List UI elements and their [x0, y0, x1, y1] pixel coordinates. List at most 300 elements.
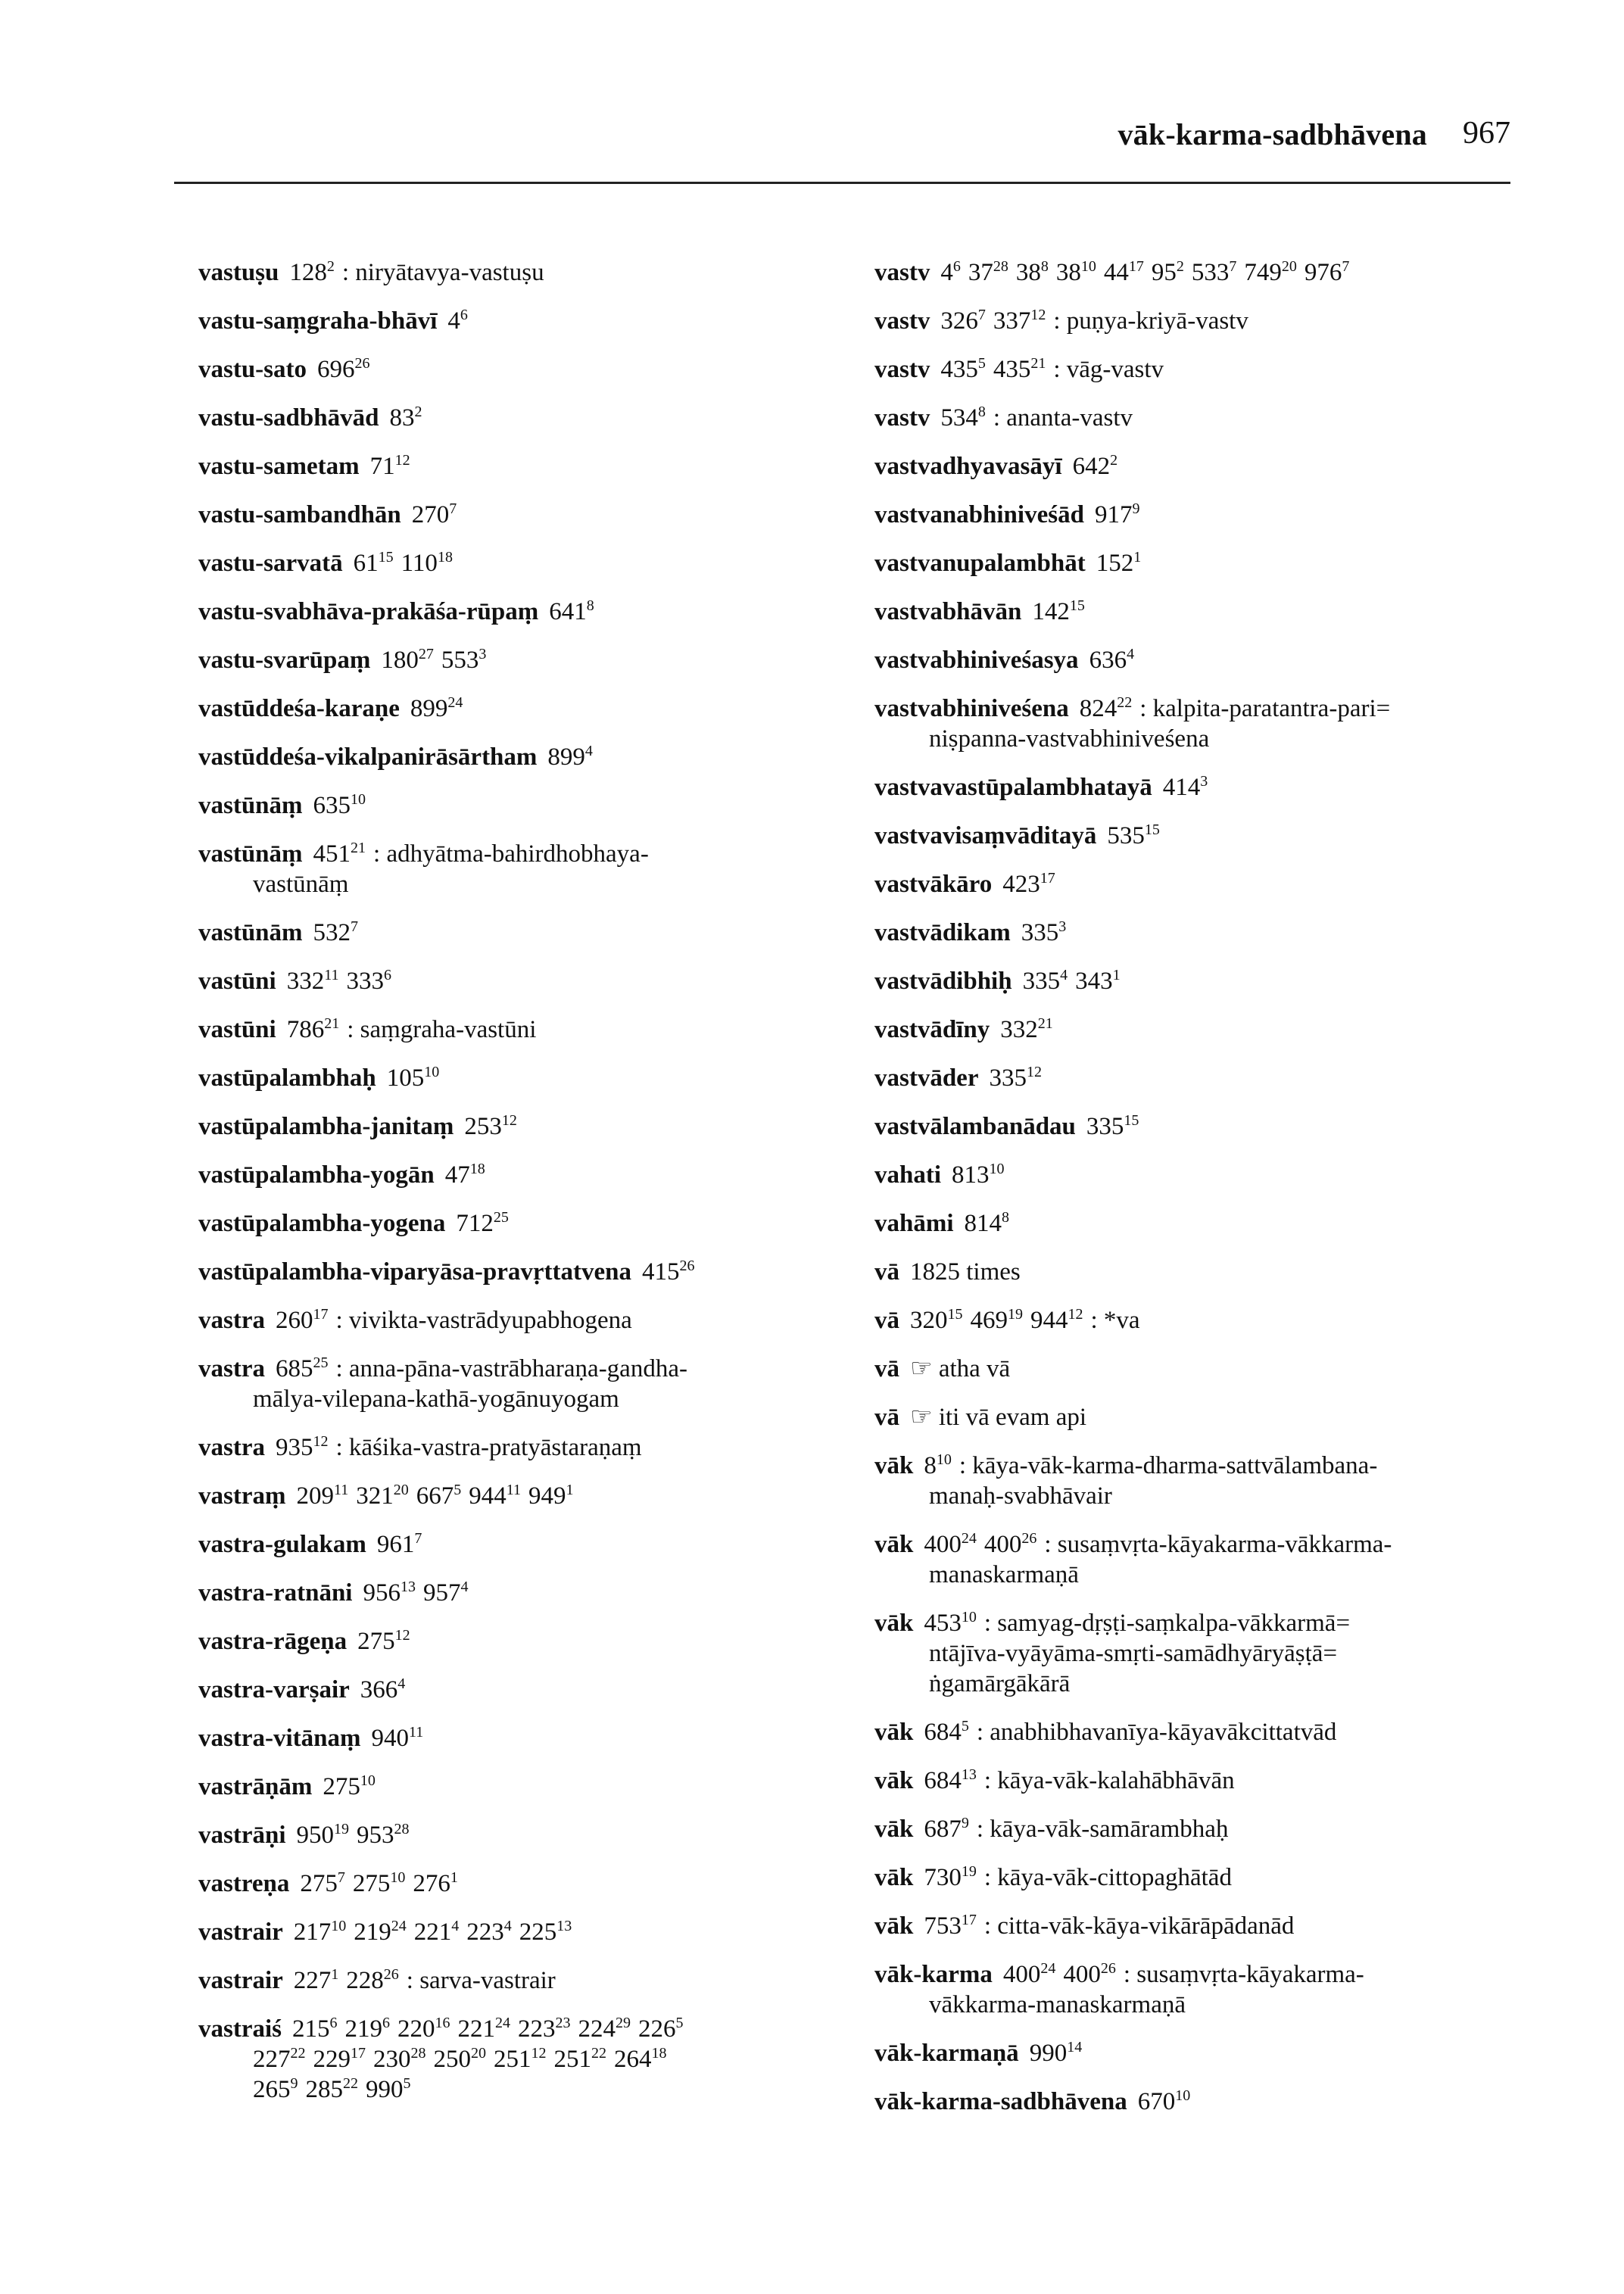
headword: vastūpalambha-viparyāsa-pravṛttatvena [198, 1258, 632, 1286]
index-entry [198, 1917, 834, 1965]
headword: vāk [874, 1719, 914, 1746]
index-entry [198, 500, 834, 548]
page-references [989, 1064, 1049, 1092]
page-references [1030, 2040, 1090, 2067]
page-reference: $533^7$ [1191, 258, 1237, 286]
index-entry [198, 354, 834, 403]
index-entry [874, 1862, 1526, 1911]
entry-note: 1825 times [910, 1258, 1021, 1286]
index-entry [198, 1063, 834, 1111]
page-reference: $641^8$ [549, 597, 594, 625]
page-references [287, 968, 399, 995]
entry-continuation: vākkarma-manaskarmaṇā [929, 1991, 1186, 2018]
index-entry [874, 306, 1526, 354]
page-reference: $917^9$ [1094, 500, 1140, 528]
index-entry [874, 1208, 1526, 1257]
page-reference: $275^{10}$ [323, 1772, 376, 1800]
page-reference: $400^{26}$ [983, 1530, 1037, 1558]
headword: vā [874, 1404, 899, 1431]
page-reference: $321^{20}$ [356, 1482, 409, 1510]
page-references [387, 1064, 447, 1092]
page-reference: $667^5$ [416, 1482, 462, 1510]
page-reference: $4^6$ [447, 307, 468, 335]
page-references [456, 1210, 516, 1237]
index-entry [198, 693, 834, 742]
page-reference: $326^7$ [940, 307, 986, 335]
headword: vastūpalambha-janitaṃ [198, 1113, 454, 1140]
entry-continuation [198, 2074, 834, 2105]
entry-note: : kāśika-vastra-pratyāstaraṇaṃ [335, 1434, 642, 1461]
index-entry [198, 2014, 834, 2123]
page-reference: $250^{20}$ [433, 2045, 486, 2073]
page-reference: $685^{25}$ [275, 1354, 329, 1382]
page-reference: $343^1$ [1075, 967, 1121, 995]
page-reference: $976^7$ [1304, 258, 1350, 286]
index-entry [874, 403, 1526, 451]
page-reference: $635^{10}$ [313, 791, 366, 819]
headword: vastraṃ [198, 1482, 286, 1510]
page-references [1086, 1113, 1147, 1140]
headword: vastu-sato [198, 356, 307, 383]
page-reference: $532^7$ [313, 918, 359, 946]
page-reference: $219^6$ [344, 2015, 390, 2043]
index-entry [198, 1820, 834, 1869]
entry-note: : kāya-vāk-cittopaghātād [983, 1864, 1232, 1891]
headword: vastra [198, 1434, 265, 1461]
page-reference: $223^4$ [466, 1918, 512, 1946]
page-reference: $264^{18}$ [614, 2045, 667, 2073]
index-entry [874, 1911, 1526, 1959]
headword: vastvādīny [874, 1016, 990, 1043]
page-reference: $270^7$ [411, 500, 457, 528]
entry-note: : vivikta-vastrādyupabhogena [335, 1307, 632, 1334]
page-reference: $435^5$ [940, 355, 986, 383]
page-references [924, 1610, 984, 1637]
index-entry [874, 1959, 1526, 2038]
page-reference: $990^{14}$ [1029, 2039, 1083, 2067]
page-references [924, 1767, 984, 1794]
index-entry [198, 1529, 834, 1578]
page-reference: $684^{13}$ [924, 1766, 977, 1794]
headword: vastvādikam [874, 919, 1011, 946]
index-entry [874, 257, 1526, 306]
index-entry [198, 1208, 834, 1257]
entry-note: ☞ atha vā [910, 1355, 1011, 1382]
headword: vahati [874, 1161, 942, 1189]
headword: vastvāder [874, 1064, 979, 1092]
page-references [323, 1773, 383, 1800]
page-reference: $332^{21}$ [1000, 1015, 1053, 1043]
index-entry [198, 1305, 834, 1354]
page-reference: $8^{10}$ [924, 1451, 952, 1479]
page-reference: $105^{10}$ [386, 1064, 440, 1092]
page-references [296, 1482, 581, 1510]
page-references [642, 1258, 703, 1286]
headword: vāk-karmaṇā [874, 2040, 1019, 2067]
page-references [1032, 598, 1093, 625]
page-reference: $219^{24}$ [354, 1918, 407, 1946]
page-references [410, 695, 471, 722]
index-entry [874, 821, 1526, 869]
page-references [1138, 2088, 1199, 2115]
headword: vāk [874, 1912, 914, 1940]
entry-note: : kalpita-paratantra-pari= [1139, 695, 1391, 722]
page-reference: $899^4$ [547, 743, 593, 771]
page-references [276, 1355, 336, 1382]
entry-note: : citta-vāk-kāya-vikārāpādanād [983, 1912, 1295, 1940]
headword: vahāmi [874, 1210, 954, 1237]
entry-continuation: ṅgamārgākārā [929, 1670, 1071, 1697]
page-references [952, 1161, 1012, 1189]
headword: vastvādibhiḥ [874, 968, 1012, 995]
headword: vāk [874, 1610, 914, 1637]
page-reference: $71^{12}$ [369, 452, 410, 480]
page-reference: $670^{10}$ [1137, 2087, 1191, 2115]
entry-note: : *va [1090, 1307, 1140, 1334]
index-entry [874, 2087, 1526, 2135]
page-reference: $110^{18}$ [401, 549, 453, 577]
index-entry [198, 403, 834, 451]
headword: vastvadhyavasāyī [874, 453, 1062, 480]
index-entry [874, 1111, 1526, 1160]
headword: vastreṇa [198, 1870, 290, 1897]
page-reference: $814^8$ [964, 1209, 1010, 1237]
page-reference: $227^1$ [293, 1966, 339, 1994]
headword: vastu-saṃgraha-bhāvī [198, 307, 438, 335]
index-entry [198, 1965, 834, 2014]
page-references [1002, 871, 1063, 898]
page-references [363, 1579, 475, 1607]
index-entry [198, 1432, 834, 1481]
page-reference: $227^{22}$ [253, 2045, 306, 2073]
page-references [354, 550, 460, 577]
page-reference: $944^{11}$ [469, 1482, 521, 1510]
headword: vastūpalambha-yogena [198, 1210, 446, 1237]
index-entry [874, 1257, 1526, 1305]
page-references [1023, 968, 1128, 995]
page-references [289, 259, 342, 286]
page-reference: $335^3$ [1021, 918, 1067, 946]
entry-note: : samyag-dṛṣṭi-saṃkalpa-vākkarmā= [983, 1610, 1351, 1637]
headword: vastvanupalambhāt [874, 550, 1086, 577]
headword: vāk [874, 1452, 914, 1479]
page-reference: $642^2$ [1072, 452, 1118, 480]
index-entry [198, 1481, 834, 1529]
page-reference: $956^{13}$ [363, 1579, 416, 1607]
page-references [294, 1967, 407, 1994]
page-references [313, 792, 374, 819]
page-reference: $687^9$ [924, 1815, 969, 1843]
entry-note: : susaṃvṛta-kāyakarma-vākkarma- [1044, 1531, 1392, 1558]
headword: vastra-gulakam [198, 1531, 366, 1558]
page-references [389, 404, 429, 432]
page-references [1000, 1016, 1061, 1043]
index-entry [874, 1766, 1526, 1814]
index-entry [198, 1626, 834, 1675]
entry-note: : kāya-vāk-kalahābhāvān [983, 1767, 1235, 1794]
index-entry [874, 451, 1526, 500]
headword: vastūnāṃ [198, 792, 303, 819]
page-reference: $223^{23}$ [518, 2015, 571, 2043]
entry-note: : adhyātma-bahirdhobhaya- [373, 840, 649, 868]
page-reference: $38^8$ [1015, 258, 1049, 286]
page-reference: $275^7$ [300, 1869, 345, 1897]
entry-continuation: ntājīva-vyāyāma-smṛti-samādhyāryāṣṭā= [929, 1640, 1338, 1667]
index-entry [198, 1257, 834, 1305]
page-reference: $753^{17}$ [924, 1912, 977, 1940]
page-reference: $899^{24}$ [410, 694, 463, 722]
page-reference: $335^{15}$ [1086, 1112, 1139, 1140]
headword: vastu-svarūpaṃ [198, 647, 371, 674]
index-entry [198, 966, 834, 1015]
headword: vastrāṇām [198, 1773, 313, 1800]
headword: vā [874, 1258, 899, 1286]
page-references [313, 840, 374, 868]
index-entry [874, 693, 1526, 772]
headword: vastūddeśa-karaṇe [198, 695, 400, 722]
page-reference: $400^{24}$ [1002, 1960, 1056, 1988]
headword: vastu-svabhāva-prakāśa-rūpaṃ [198, 598, 539, 625]
headword: vastraiś [198, 2015, 282, 2043]
page-reference: $180^{27}$ [381, 646, 434, 674]
page-reference: $38^{10}$ [1055, 258, 1096, 286]
entry-note: : saṃgraha-vastūni [347, 1016, 537, 1043]
entry-note: : vāg-vastv [1053, 356, 1164, 383]
page-references [1095, 501, 1148, 528]
index-entry [874, 354, 1526, 403]
headword: vastūni [198, 1016, 276, 1043]
headword: vastrair [198, 1918, 283, 1946]
page-reference: $684^5$ [924, 1718, 969, 1746]
headword: vastvākāro [874, 871, 993, 898]
index-entry [198, 1723, 834, 1772]
page-references [292, 2015, 691, 2043]
page-reference: $534^8$ [940, 404, 986, 432]
headword: vāk [874, 1816, 914, 1843]
page-reference: $285^{22}$ [305, 2075, 358, 2103]
page-references [287, 1016, 348, 1043]
page-reference: $217^{10}$ [293, 1918, 347, 1946]
page-reference: $265^9$ [253, 2075, 298, 2103]
index-entry [874, 1063, 1526, 1111]
entry-note: : sarva-vastrair [406, 1967, 556, 1994]
headword: vastūnām [198, 919, 303, 946]
page-references [445, 1161, 493, 1189]
index-entry [874, 1402, 1526, 1451]
page-references [360, 1676, 413, 1703]
page-reference: $253^{12}$ [464, 1112, 517, 1140]
page-reference: $335^4$ [1022, 967, 1068, 995]
headword: vastra [198, 1307, 265, 1334]
page-reference: $260^{17}$ [275, 1306, 329, 1334]
page-reference: $251^{12}$ [494, 2045, 547, 2073]
headword: vastra-rāgeṇa [198, 1628, 348, 1655]
index-entry [198, 1111, 834, 1160]
page-reference: $935^{12}$ [275, 1433, 329, 1461]
headword: vastu-sarvatā [198, 550, 343, 577]
entry-note: : anabhibhavanīya-kāyavākcittatvād [976, 1719, 1337, 1746]
entry-note: : kāya-vāk-karma-dharma-sattvālambana- [959, 1452, 1378, 1479]
page-references [276, 1307, 336, 1334]
page-references [371, 1725, 431, 1752]
headword: vastūni [198, 968, 276, 995]
page-reference: $226^5$ [638, 2015, 684, 2043]
running-head: vāk-karma-sadbhāvena [1117, 117, 1427, 151]
headword: vastv [874, 259, 930, 286]
entry-note: : puṇya-kriyā-vastv [1053, 307, 1248, 335]
page-reference: $221^{24}$ [457, 2015, 510, 2043]
entry-note: : susaṃvṛta-kāyakarma- [1123, 1961, 1364, 1988]
page-reference: $83^2$ [389, 404, 422, 432]
page-references [1073, 453, 1126, 480]
headword: vastv [874, 356, 930, 383]
page-reference: $225^{13}$ [519, 1918, 572, 1946]
index-entry [874, 1451, 1526, 1529]
index-entry [198, 548, 834, 597]
page-reference: $366^4$ [360, 1675, 406, 1703]
entry-continuation: vastūnāṃ [253, 871, 349, 898]
entry-continuation: manaḥ-svabhāvair [929, 1482, 1112, 1510]
index-entry [874, 1160, 1526, 1208]
headword: vastūnāṃ [198, 840, 303, 868]
page-reference: $95^2$ [1151, 258, 1184, 286]
page-references [940, 356, 1053, 383]
page-reference: $749^{20}$ [1244, 258, 1297, 286]
page-references [300, 1870, 466, 1897]
page-reference: $275^{12}$ [357, 1627, 410, 1655]
index-entry [198, 1675, 834, 1723]
page-header [174, 112, 1510, 184]
page-references [910, 1307, 1091, 1334]
index-entry [874, 772, 1526, 821]
page-references [377, 1531, 430, 1558]
index-entry [874, 597, 1526, 645]
index-entry [198, 1354, 834, 1432]
headword: vastvabhiniveśena [874, 695, 1069, 722]
page-reference: $128^2$ [289, 258, 335, 286]
page-references [924, 1452, 959, 1479]
page-reference: $453^{10}$ [924, 1609, 977, 1637]
page-references [297, 1822, 417, 1849]
index-entry [198, 306, 834, 354]
page-reference: $961^7$ [376, 1530, 422, 1558]
page-references [313, 919, 366, 946]
page-reference: $712^{25}$ [456, 1209, 509, 1237]
page-reference: $220^{16}$ [397, 2015, 450, 2043]
page-references [940, 259, 1357, 286]
page-references [412, 501, 465, 528]
page-reference: $435^{21}$ [993, 355, 1046, 383]
page-reference: $44^{17}$ [1103, 258, 1144, 286]
entry-continuation [198, 2044, 834, 2074]
page-references [549, 598, 602, 625]
page-reference: $469^{19}$ [970, 1306, 1023, 1334]
headword: vastra-varṣair [198, 1676, 350, 1703]
index-entry [198, 1869, 834, 1917]
index-entry [198, 1772, 834, 1820]
index-entry [198, 645, 834, 693]
page-reference: $813^{10}$ [952, 1161, 1005, 1189]
headword: vastūddeśa-vikalpanirāsārtham [198, 743, 538, 771]
headword: vastu-sambandhān [198, 501, 401, 528]
index-entry [198, 597, 834, 645]
page-reference: $451^{21}$ [313, 840, 366, 868]
page-references [357, 1628, 418, 1655]
page-references [547, 743, 600, 771]
index-entry [198, 918, 834, 966]
headword: vastv [874, 307, 930, 335]
page-reference: $535^{15}$ [1107, 821, 1160, 849]
page-reference: $400^{26}$ [1063, 1960, 1116, 1988]
page-reference: $333^6$ [346, 967, 391, 995]
page-reference: $730^{19}$ [924, 1863, 977, 1891]
page-reference: $400^{24}$ [924, 1530, 977, 1558]
page-reference: $152^1$ [1096, 549, 1142, 577]
index-entry [198, 1160, 834, 1208]
page-reference: $142^{15}$ [1032, 597, 1085, 625]
headword: vāk-karma-sadbhāvena [874, 2088, 1127, 2115]
index-entry [198, 1578, 834, 1626]
right-column [874, 257, 1526, 2135]
page-reference: $276^1$ [413, 1869, 458, 1897]
page-references [1163, 774, 1216, 801]
page-reference: $61^{15}$ [353, 549, 394, 577]
page-reference: $990^5$ [366, 2075, 411, 2103]
headword: vastuṣu [198, 259, 279, 286]
headword: vastūpalambhaḥ [198, 1064, 376, 1092]
page-reference: $957^4$ [422, 1579, 469, 1607]
page-reference: $215^6$ [292, 2015, 338, 2043]
entry-continuation: mālya-vilepana-kathā-yogānuyogam [253, 1385, 619, 1413]
page-references [370, 453, 418, 480]
page-reference: $949^1$ [528, 1482, 574, 1510]
index-entry [874, 918, 1526, 966]
index-entry [874, 966, 1526, 1015]
index-entry [874, 1529, 1526, 1608]
index-entry [198, 1015, 834, 1063]
entry-note: : niryātavya-vastuṣu [341, 259, 544, 286]
headword: vastu-sametam [198, 453, 360, 480]
index-entry [874, 1814, 1526, 1862]
index-entry [874, 1305, 1526, 1354]
page-reference: $415^{26}$ [642, 1258, 695, 1286]
page-references [940, 307, 1053, 335]
page-reference: $636^4$ [1089, 646, 1135, 674]
page-reference: $414^3$ [1162, 773, 1208, 801]
headword: vāk [874, 1767, 914, 1794]
page-references [1089, 647, 1142, 674]
index-entry [198, 451, 834, 500]
page-references [940, 404, 993, 432]
index-entry [874, 869, 1526, 918]
index-entry [874, 645, 1526, 693]
index-entry [874, 1015, 1526, 1063]
page-reference: $950^{19}$ [296, 1821, 349, 1849]
headword: vāk-karma [874, 1961, 993, 1988]
index-entry [874, 548, 1526, 597]
page-references [924, 1912, 984, 1940]
page-references [924, 1816, 977, 1843]
index-entry [874, 1354, 1526, 1402]
headword: vāk [874, 1531, 914, 1558]
index-entry [198, 257, 834, 306]
index-entry [874, 1717, 1526, 1766]
entry-note: ☞ iti vā evam api [910, 1404, 1087, 1431]
page-references [965, 1210, 1018, 1237]
entry-note: : anna-pāna-vastrābharaṇa-gandha- [335, 1355, 687, 1382]
index-entry [874, 2038, 1526, 2087]
page-references [1003, 1961, 1124, 1988]
